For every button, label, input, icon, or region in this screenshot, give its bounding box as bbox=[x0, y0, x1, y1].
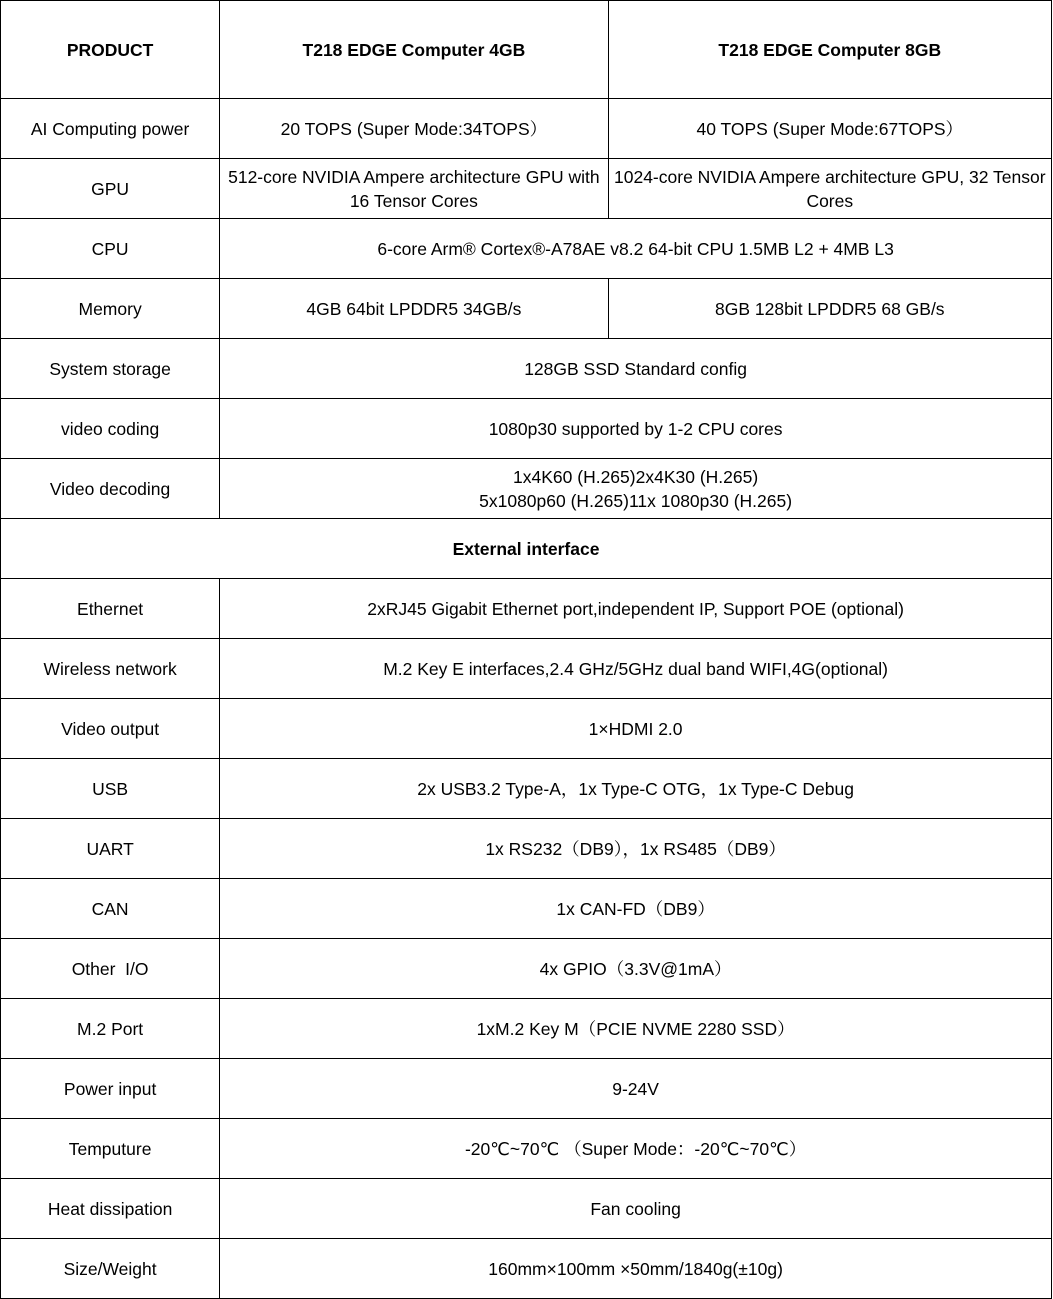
row-label: Power input bbox=[1, 1059, 220, 1119]
row-label: Video decoding bbox=[1, 459, 220, 519]
row-label: Size/Weight bbox=[1, 1239, 220, 1299]
row-value: 160mm×100mm ×50mm/1840g(±10g) bbox=[220, 1239, 1052, 1299]
row-label: Video output bbox=[1, 699, 220, 759]
row-value: -20℃~70℃ （Super Mode：-20℃~70℃） bbox=[220, 1119, 1052, 1179]
row-label: AI Computing power bbox=[1, 99, 220, 159]
row-value bbox=[220, 459, 1052, 519]
row-label: UART bbox=[1, 819, 220, 879]
table-row bbox=[1, 279, 1052, 339]
row-value: 1x RS232（DB9），1x RS485（DB9） bbox=[220, 819, 1052, 879]
row-label: System storage bbox=[1, 339, 220, 399]
header-row bbox=[1, 1, 1052, 99]
table-row bbox=[1, 819, 1052, 879]
row-value: 2xRJ45 Gigabit Ethernet port,independent IP, Support POE (optional) bbox=[220, 579, 1052, 639]
row-label: CPU bbox=[1, 219, 220, 279]
row-label: video coding bbox=[1, 399, 220, 459]
table-row bbox=[1, 399, 1052, 459]
row-value: 8GB 128bit LPDDR5 68 GB/s bbox=[608, 279, 1051, 339]
table-row bbox=[1, 999, 1052, 1059]
row-label: GPU bbox=[1, 159, 220, 219]
header-model-8gb: T218 EDGE Computer 8GB bbox=[608, 1, 1051, 99]
row-label: Wireless network bbox=[1, 639, 220, 699]
row-value: 1×HDMI 2.0 bbox=[220, 699, 1052, 759]
row-value: Fan cooling bbox=[220, 1179, 1052, 1239]
table-row bbox=[1, 579, 1052, 639]
row-value: 9-24V bbox=[220, 1059, 1052, 1119]
row-value: 1024-core NVIDIA Ampere architecture GPU, 32 Tensor Cores bbox=[608, 159, 1051, 219]
row-label: Other I/O bbox=[1, 939, 220, 999]
table-row bbox=[1, 759, 1052, 819]
row-value: M.2 Key E interfaces,2.4 GHz/5GHz dual band WIFI,4G(optional) bbox=[220, 639, 1052, 699]
row-label: Memory bbox=[1, 279, 220, 339]
row-value: 4x GPIO（3.3V@1mA） bbox=[220, 939, 1052, 999]
table-row bbox=[1, 1239, 1052, 1299]
section-row bbox=[1, 519, 1052, 579]
row-label: Ethernet bbox=[1, 579, 220, 639]
table-row bbox=[1, 159, 1052, 219]
table-row bbox=[1, 1059, 1052, 1119]
header-product: PRODUCT bbox=[1, 1, 220, 99]
table-row bbox=[1, 459, 1052, 519]
table-row bbox=[1, 219, 1052, 279]
row-value: 2x USB3.2 Type-A，1x Type-C OTG，1x Type-C Debug bbox=[220, 759, 1052, 819]
row-value: 6-core Arm® Cortex®-A78AE v8.2 64-bit CPU 1.5MB L2 + 4MB L3 bbox=[220, 219, 1052, 279]
header-model-4gb: T218 EDGE Computer 4GB bbox=[220, 1, 608, 99]
row-value: 4GB 64bit LPDDR5 34GB/s bbox=[220, 279, 608, 339]
row-label: Temputure bbox=[1, 1119, 220, 1179]
row-label: Heat dissipation bbox=[1, 1179, 220, 1239]
row-label: USB bbox=[1, 759, 220, 819]
table-row bbox=[1, 639, 1052, 699]
decode-line-2: 5x1080p60 (H.265)11x 1080p30 (H.265) bbox=[479, 490, 793, 511]
table-row bbox=[1, 1119, 1052, 1179]
row-value: 512-core NVIDIA Ampere architecture GPU with 16 Tensor Cores bbox=[220, 159, 608, 219]
table-row bbox=[1, 99, 1052, 159]
row-value: 1xM.2 Key M（PCIE NVME 2280 SSD） bbox=[220, 999, 1052, 1059]
section-title: External interface bbox=[1, 519, 1052, 579]
row-label: CAN bbox=[1, 879, 220, 939]
row-value: 128GB SSD Standard config bbox=[220, 339, 1052, 399]
table-row bbox=[1, 339, 1052, 399]
row-value: 1080p30 supported by 1-2 CPU cores bbox=[220, 399, 1052, 459]
table-row bbox=[1, 879, 1052, 939]
row-value: 20 TOPS (Super Mode:34TOPS） bbox=[220, 99, 608, 159]
table-row bbox=[1, 699, 1052, 759]
row-label: M.2 Port bbox=[1, 999, 220, 1059]
row-value: 1x CAN-FD（DB9） bbox=[220, 879, 1052, 939]
row-value: 40 TOPS (Super Mode:67TOPS） bbox=[608, 99, 1051, 159]
table-row bbox=[1, 939, 1052, 999]
table-row bbox=[1, 1179, 1052, 1239]
decode-line-1: 1x4K60 (H.265)2x4K30 (H.265) bbox=[513, 466, 759, 487]
